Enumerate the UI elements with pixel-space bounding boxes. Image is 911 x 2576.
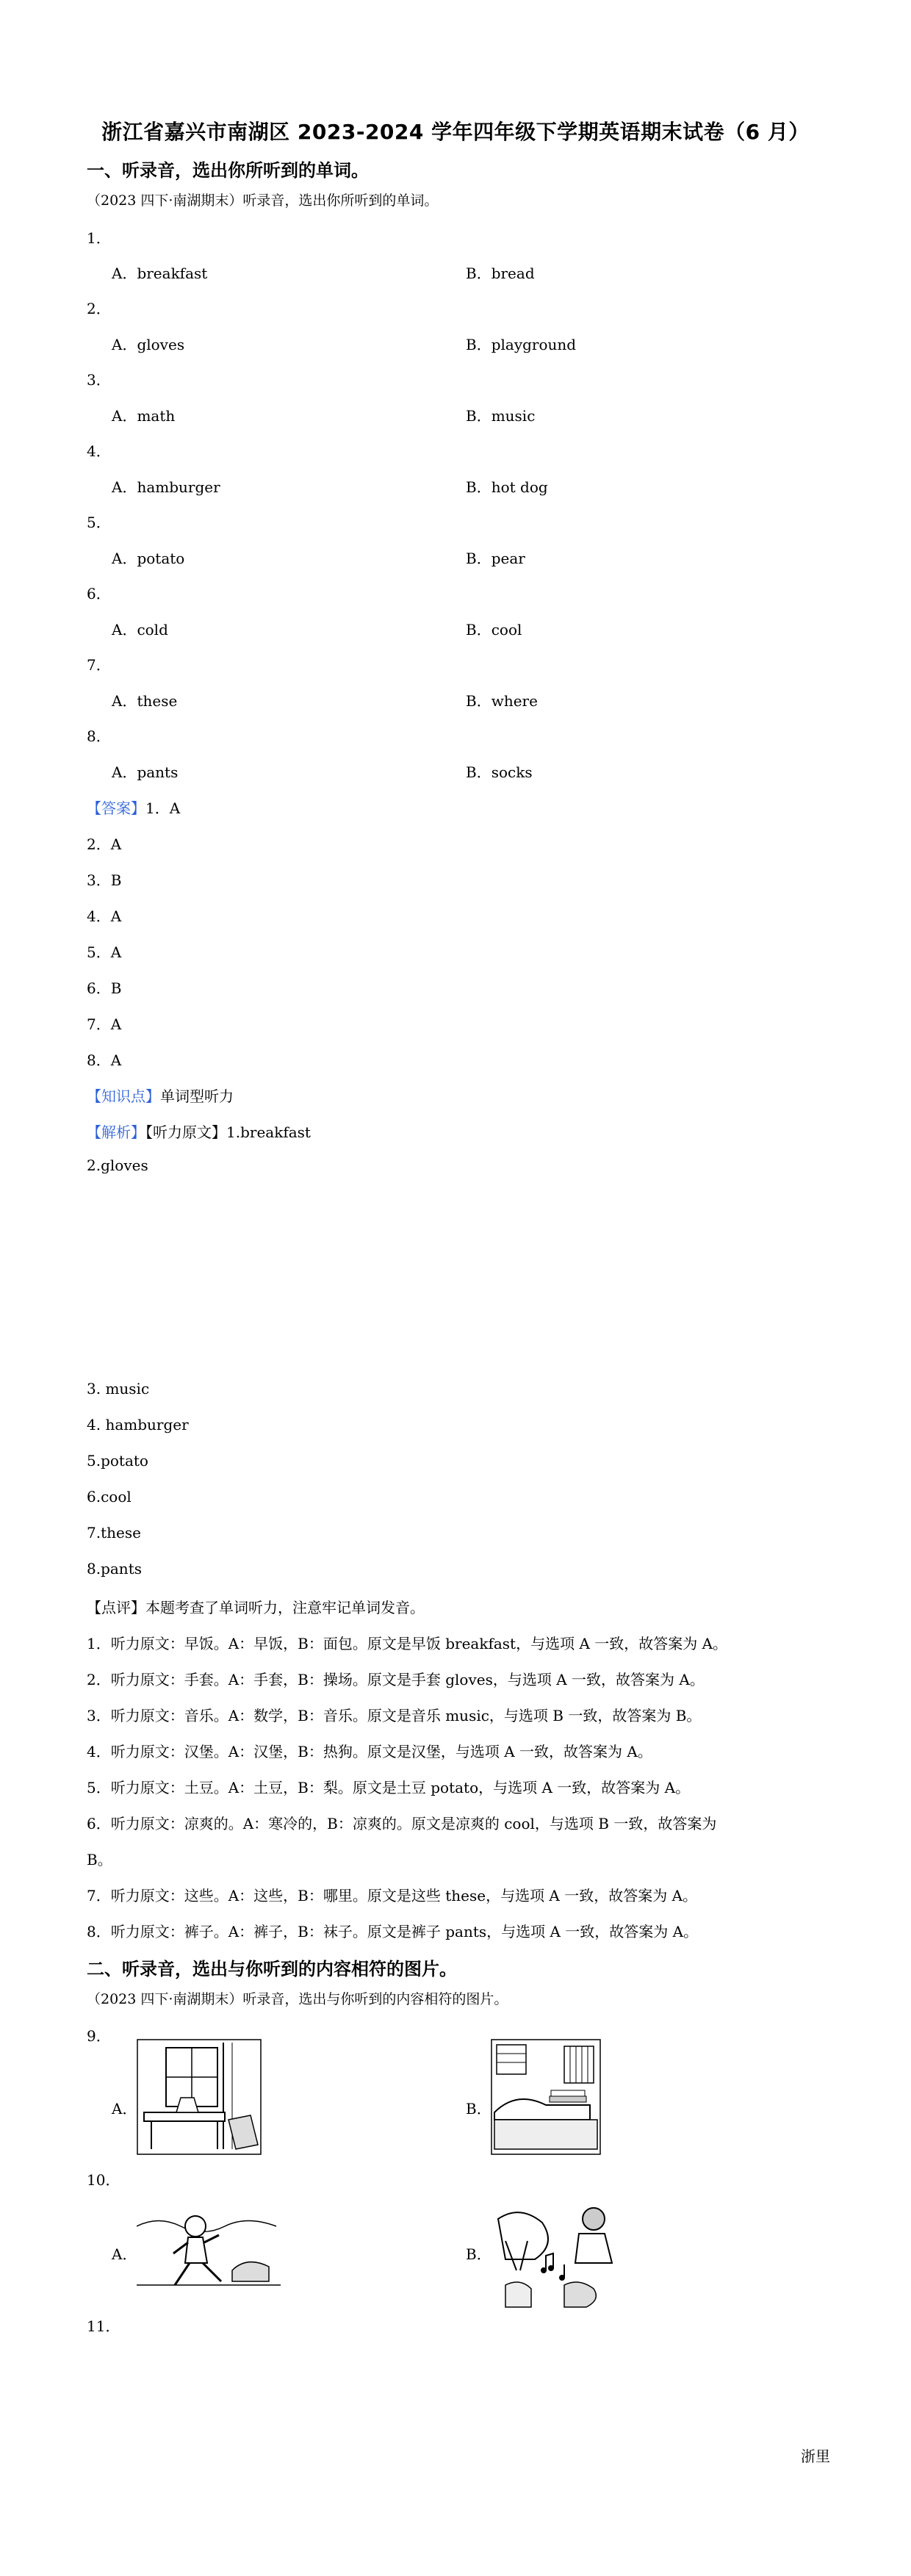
- answer-6: 6．B: [87, 979, 122, 997]
- answer-tag: 【答案】: [87, 799, 145, 817]
- answer-1: 1．A: [145, 799, 181, 817]
- question-number: 8．: [87, 727, 111, 745]
- explanation-line: B。: [87, 1851, 112, 1868]
- transcript-line: 4. hamburger: [87, 1416, 189, 1433]
- option-b[interactable]: B．cool: [466, 621, 522, 638]
- question-source-1: （2023 四下·南湖期末）听录音，选出你所听到的单词。: [87, 193, 439, 209]
- question-number: 5．: [87, 514, 111, 531]
- section-heading-2: 二、听录音，选出与你听到的内容相符的图片。: [87, 1959, 457, 1979]
- option-a[interactable]: A．cold: [112, 621, 168, 638]
- question-number: 6．: [87, 585, 111, 602]
- option-b[interactable]: B．socks: [466, 763, 533, 781]
- transcript-line: 8.pants: [87, 1560, 142, 1577]
- comment-line: 【点评】本题考查了单词听力，注意牢记单词发音。: [87, 1599, 425, 1616]
- explanation-line: 5．听力原文：土豆。A：土豆，B：梨。原文是土豆 potato，与选项 A 一致，故答案为 A。: [87, 1779, 691, 1796]
- question-number: 2．: [87, 300, 111, 317]
- question-number: 7．: [87, 656, 111, 674]
- answer-3: 3．B: [87, 871, 122, 889]
- option-a[interactable]: A．these: [112, 692, 178, 710]
- running-child-picture[interactable]: [137, 2197, 281, 2307]
- question-number: 10．: [87, 2171, 120, 2189]
- room-window-picture[interactable]: [137, 2039, 262, 2155]
- analysis-line: [87, 1120, 311, 1142]
- page-corner-mark: 浙里: [801, 2447, 830, 2465]
- transcript-line: 2.gloves: [87, 1156, 148, 1174]
- transcript-line: 6.cool: [87, 1488, 132, 1505]
- explanation-line: 2．听力原文：手套。A：手套，B：操场。原文是手套 gloves，与选项 A 一致，故答案为 A。: [87, 1671, 705, 1688]
- answer-line: [87, 796, 180, 818]
- option-b[interactable]: B．bread: [466, 265, 535, 282]
- option-a[interactable]: A．pants: [112, 763, 179, 781]
- bed-books-picture[interactable]: [491, 2039, 601, 2155]
- explanation-line: 8．听力原文：裤子。A：裤子，B：袜子。原文是裤子 pants，与选项 A 一致，故答案为 A。: [87, 1923, 699, 1940]
- option-a[interactable]: A．potato: [112, 550, 185, 567]
- answer-2: 2．A: [87, 835, 122, 853]
- explanation-line: 7．听力原文：这些。A：这些，B：哪里。原文是这些 these，与选项 A 一致，故答案为 A。: [87, 1887, 698, 1904]
- option-a[interactable]: A．hamburger: [112, 478, 220, 496]
- question-number: 3．: [87, 371, 111, 389]
- option-b[interactable]: B．: [466, 2245, 491, 2263]
- analysis-tag: 【解析】: [87, 1123, 145, 1141]
- option-a[interactable]: A．: [112, 2245, 137, 2263]
- dancing-children-picture[interactable]: [491, 2197, 623, 2313]
- option-b[interactable]: B．pear: [466, 550, 525, 567]
- option-a[interactable]: A．breakfast: [112, 265, 208, 282]
- option-b[interactable]: B．: [466, 2100, 491, 2118]
- analysis-intro: 【听力原文】1.breakfast: [145, 1123, 311, 1141]
- answer-7: 7．A: [87, 1015, 122, 1033]
- option-b[interactable]: B．music: [466, 407, 536, 425]
- option-a[interactable]: A．math: [112, 407, 176, 425]
- knowledge-text: 单词型听力: [160, 1087, 234, 1105]
- option-b[interactable]: B．hot dog: [466, 478, 548, 496]
- option-b[interactable]: B．playground: [466, 336, 577, 353]
- knowledge-line: [87, 1084, 234, 1106]
- page-title: 浙江省嘉兴市南湖区 2023-2024 学年四年级下学期英语期末试卷（6 月）: [101, 120, 810, 144]
- answer-5: 5．A: [87, 943, 122, 961]
- explanation-line: 1．听力原文：早饭。A：早饭，B：面包。原文是早饭 breakfast，与选项 A 一致，故答案为 A。: [87, 1635, 728, 1652]
- option-b[interactable]: B．where: [466, 692, 538, 710]
- question-number: 1．: [87, 229, 111, 247]
- explanation-line: 4．听力原文：汉堡。A：汉堡，B：热狗。原文是汉堡，与选项 A 一致，故答案为 A。: [87, 1743, 652, 1760]
- option-a[interactable]: A．gloves: [112, 336, 185, 353]
- section-heading-1: 一、听录音，选出你所听到的单词。: [87, 160, 369, 181]
- transcript-line: 7.these: [87, 1524, 141, 1541]
- knowledge-tag: 【知识点】: [87, 1087, 160, 1105]
- transcript-line: 3. music: [87, 1380, 150, 1397]
- transcript-line: 5.potato: [87, 1452, 148, 1469]
- question-number: 4．: [87, 442, 111, 460]
- question-number: 11．: [87, 2317, 120, 2335]
- explanation-line: 3．听力原文：音乐。A：数学，B：音乐。原文是音乐 music，与选项 B 一致，故答案为 B。: [87, 1707, 702, 1724]
- answer-4: 4．A: [87, 907, 122, 925]
- question-source-2: （2023 四下·南湖期末）听录音，选出与你听到的内容相符的图片。: [87, 1991, 508, 2007]
- explanation-line: 6．听力原文：凉爽的。A：寒冷的，B：凉爽的。原文是凉爽的 cool，与选项 B 一致，故答案为: [87, 1815, 717, 1832]
- question-number: 9．: [87, 2027, 111, 2045]
- option-a[interactable]: A．: [112, 2100, 137, 2118]
- answer-8: 8．A: [87, 1051, 122, 1069]
